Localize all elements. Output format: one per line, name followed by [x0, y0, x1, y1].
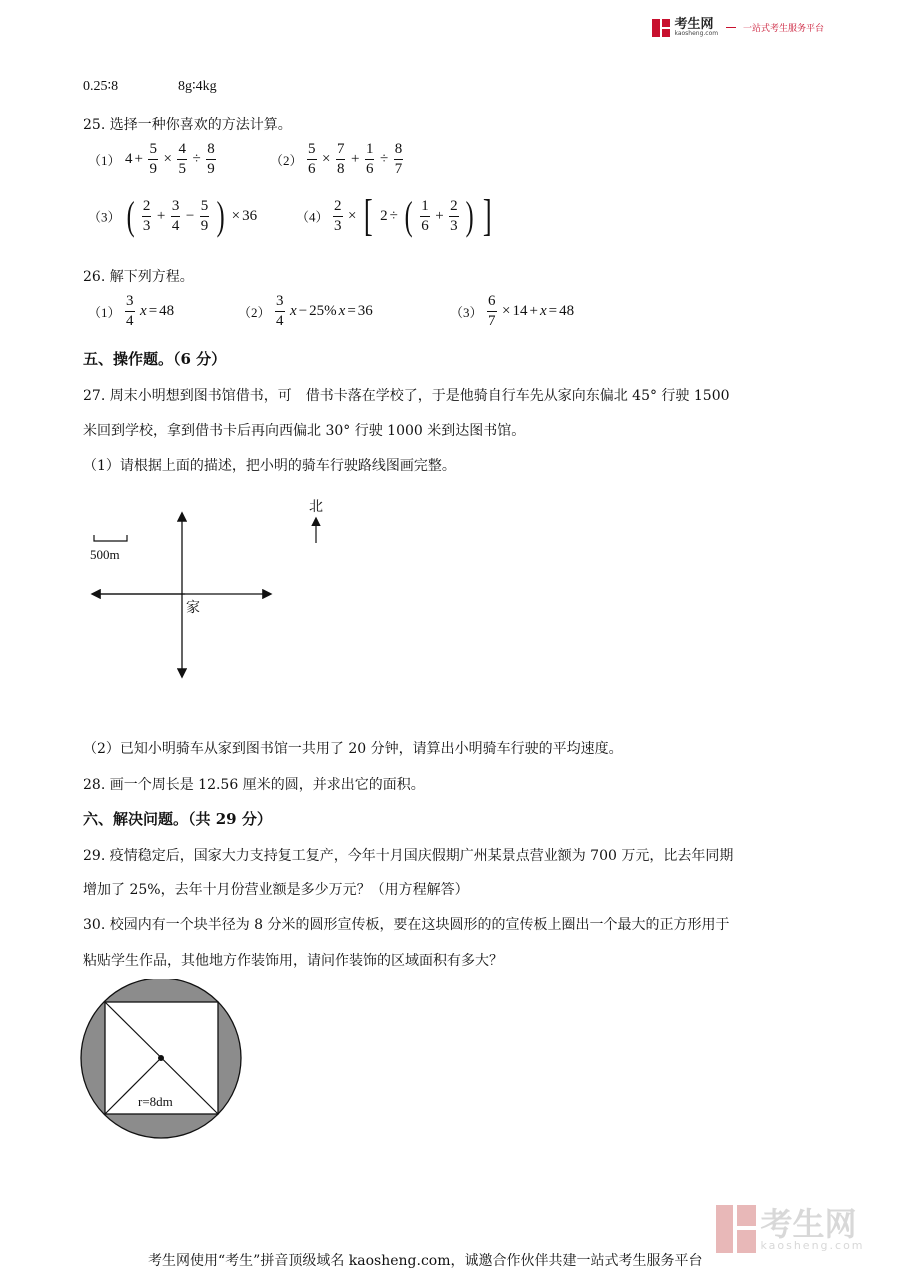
- q26-eq1: （1） $\frac{3}{4}$ x = 48: [88, 293, 175, 329]
- logo-text: 考生网: [674, 17, 714, 32]
- q25-part4: （4） $\frac{2}{3}$ × [ 2 ÷ ( $\frac{1}{6}$ + $\frac{2}{3}$ ) ]: [296, 191, 492, 240]
- circle-square-figure: [79, 979, 245, 1145]
- q25-title: 25. 选择一种你喜欢的方法计算。: [83, 117, 292, 133]
- footer-text: 考生网使用“考生”拼音顶级域名 kaosheng.com，诚邀合作伙伴共建一站式考生服务平台: [148, 1253, 703, 1269]
- q25-part2: （2） $\frac{5}{6}$ × $\frac{7}{8}$ + $\frac{1}{6}$ ÷ $\frac{8}{7}$: [270, 141, 403, 177]
- logo-icon: [652, 19, 670, 37]
- radius-label: r=8dm: [138, 1094, 173, 1109]
- q26-eq3: （3） $\frac{6}{7}$ × 14 + x = 48: [450, 293, 575, 329]
- q30-line2: 粘贴学生作品，其他地方作装饰用，请问作装饰的区域面积有多大？: [83, 953, 503, 969]
- ratio-2: 8g∶4kg: [178, 79, 217, 94]
- q25-part1: （1） 4 + $\frac{5}{9}$ × $\frac{4}{5}$ ÷ $\frac{8}{9}$: [88, 141, 215, 177]
- q27-line2: 米回到学校，拿到借书卡后再向西偏北 30° 行驶 1000 米到达图书馆。: [83, 423, 526, 439]
- q26-title: 26. 解下列方程。: [83, 269, 194, 285]
- q28-text: 28. 画一个周长是 12.56 厘米的圆，并求出它的面积。: [83, 777, 425, 793]
- section-5-heading: 五、操作题。（6 分）: [83, 350, 227, 368]
- q27-line1: 27. 周末小明想到图书馆借书，可 借书卡落在学校了，于是他骑自行车先从家向东偏北 45° 行驶 1500: [83, 388, 730, 404]
- watermark-domain: kaosheng.com: [760, 1238, 865, 1252]
- home-label: 家: [186, 600, 200, 616]
- q30-line1: 30. 校园内有一个块半径为 8 分米的圆形宣传板，要在这块圆形的的宣传板上圈出一个最大的正方形用于: [83, 917, 730, 933]
- logo-domain: kaosheng.com: [674, 30, 719, 37]
- watermark-text: 考生网: [760, 1204, 857, 1243]
- route-diagram: [85, 495, 325, 685]
- q25-part3: （3） ( $\frac{2}{3}$ + $\frac{3}{4}$ − $\frac{5}{9}$ ) × 36: [88, 193, 258, 238]
- watermark-logo-icon: [716, 1205, 756, 1253]
- scale-label: 500m: [90, 547, 120, 562]
- q29-line2: 增加了 25%，去年十月份营业额是多少万元？（用方程解答）: [83, 882, 469, 898]
- watermark: [716, 1205, 865, 1253]
- q26-eq2: （2） $\frac{3}{4}$ x − 25% x = 36: [238, 293, 373, 329]
- q29-line1: 29. 疫情稳定后，国家大力支持复工复产，今年十月国庆假期广州某景点营业额为 700 万元，比去年同期: [83, 848, 734, 864]
- ratio-1: 0.25∶8: [83, 79, 119, 94]
- header-tagline: 一站式考生服务平台: [743, 24, 825, 34]
- header-logo[interactable]: [652, 18, 824, 37]
- center-point: [158, 1055, 164, 1061]
- q27-part1: （1）请根据上面的描述，把小明的骑车行驶路线图画完整。: [83, 458, 456, 474]
- scale-bar: [94, 535, 127, 541]
- q27-part2: （2）已知小明骑车从家到图书馆一共用了 20 分钟，请算出小明骑车行驶的平均速度。: [83, 741, 623, 757]
- north-label: 北: [309, 499, 323, 515]
- section-6-heading: 六、解决问题。（共 29 分）: [83, 810, 272, 828]
